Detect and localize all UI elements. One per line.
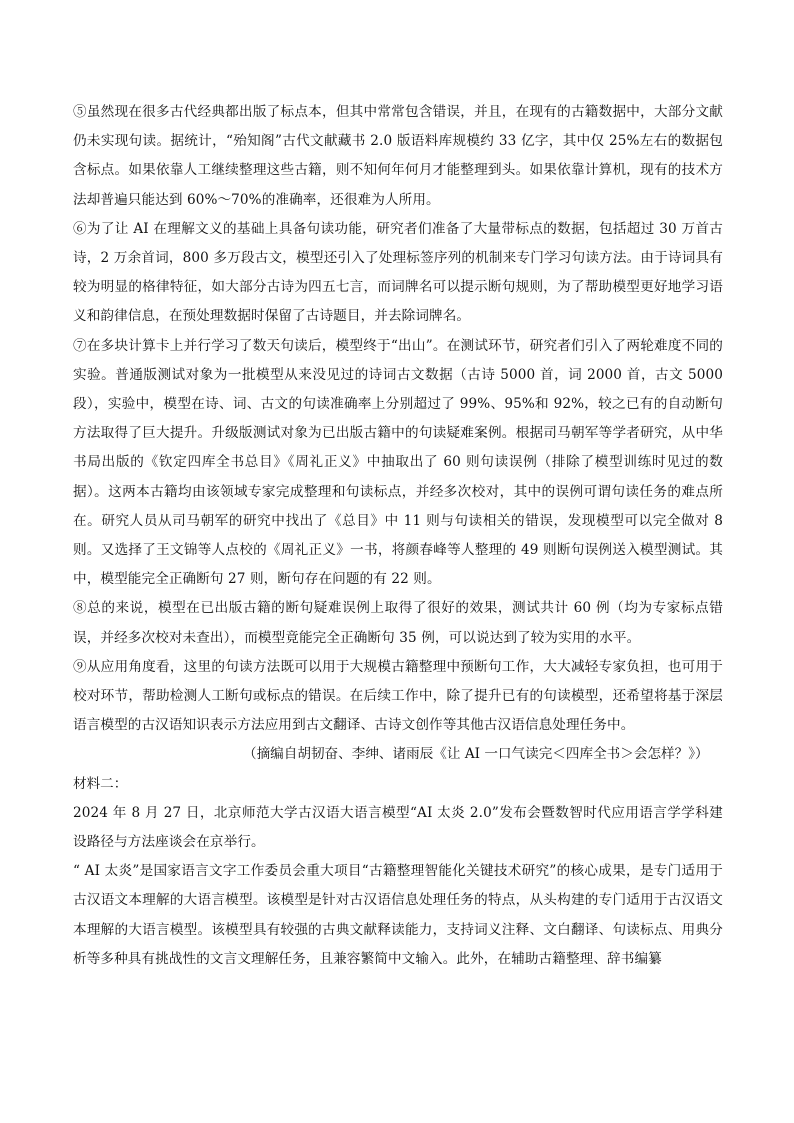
paragraph-8: ⑧总的来说，模型在已出版古籍的断句疑难误例上取得了很好的效果，测试共计 60 例（均为专家标点错误，并经多次校对未查出），而模型竟能完全正确断句 35 例，可以说达到了较为实用的水平。 bbox=[73, 600, 723, 646]
material-2-heading: 材料二： bbox=[73, 775, 128, 792]
document-page bbox=[73, 98, 723, 974]
paragraph-9: ⑨从应用角度看，这里的句读方法既可以用于大规模古籍整理中预断句工作，大大减轻专家负担，也可用于校对环节，帮助检测人工断句或标点的错误。在后续工作中，除了提升已有的句读模型，还希望将基于深层语言模型的古汉语知识表示方法应用到古文翻译、古诗文创作等其他古汉语信息处理任务中。 bbox=[73, 658, 723, 734]
material-2-paragraph-2: “ AI 太炎”是国家语言文字工作委员会重大项目“古籍整理智能化关键技术研究”的核心成果，是专门适用于古汉语文本理解的大语言模型。该模型是针对古汉语信息处理任务的特点，从头构建的专门适用于古汉语文本理解的大语言模型。该模型具有较强的古典文献释读能力，支持词义注释、文白翻译、句读标点、用典分析等多种具有挑战性的文言文理解任务，且兼容繁简中文输入。此外，在辅助古籍整理、辞书编纂 bbox=[73, 863, 723, 967]
source-citation: （摘编自胡韧奋、李绅、诸雨辰《让 AI 一口气读完＜四库全书＞会怎样？》） bbox=[243, 746, 709, 763]
paragraph-7: ⑦在多块计算卡上并行学习了数天句读后，模型终于“出山”。在测试环节，研究者们引入了两轮难度不同的实验。普通版测试对象为一批模型从来没见过的诗词古文数据（古诗 5000 首，词 2000 首，古文 5000 段），实验中，模型在诗、词、古文的句读准确率上分别超过了 99%、95%和 92%，较之已有的自动断句方法取得了巨大提升。升级版测试对象为已出版古籍中的句读疑难案例。根据司马朝军等学者研究，从中华书局出版的《钦定四库全书总目》《周礼正义》中抽取出了 60 则句读误例（排除了模型训练时见过的数据）。这两本古籍均由该领域专家完成整理和句读标点，并经多次校对，其中的误例可谓句读任务的难点所在。研究人员从司马朝军的研究中找出了《总目》中 11 则与句读相关的错误，发现模型可以完全做对 8 则。又选择了王文锦等人点校的《周礼正义》一书，将颜春峰等人整理的 49 则断句误例送入模型测试。其中，模型能完全正确断句 27 则，断句存在问题的有 22 则。 bbox=[73, 337, 723, 588]
paragraph-6: ⑥为了让 AI 在理解文义的基础上具备句读功能，研究者们准备了大量带标点的数据，包括超过 30 万首古诗，2 万余首词，800 多万段古文，模型还引入了处理标签序列的机制来专门学习句读方法。由于诗词具有较为明显的格律特征，如大部分古诗为四五七言，而词牌名可以提示断句规则，为了帮助模型更好地学习语义和韵律信息，在预处理数据时保留了古诗题目，并去除词牌名。 bbox=[73, 220, 723, 325]
paragraph-5: ⑤虽然现在很多古代经典都出版了标点本，但其中常常包含错误，并且，在现有的古籍数据中，大部分文献仍未实现句读。据统计，“殆知阁”古代文献藏书 2.0 版语料库规模约 33 亿字，其中仅 25%左右的数据包含标点。如果依靠人工继续整理这些古籍，则不知何年何月才能整理到头。如果依靠计算机，现有的技术方法却普遍只能达到 60%～70%的准确率，还很难为人所用。 bbox=[73, 104, 723, 208]
material-2-paragraph-1: 2024 年 8 月 27 日，北京师范大学古汉语大语言模型“AI 太炎 2.0”发布会暨数智时代应用语言学学科建设路径与方法座谈会在京举行。 bbox=[73, 804, 723, 851]
